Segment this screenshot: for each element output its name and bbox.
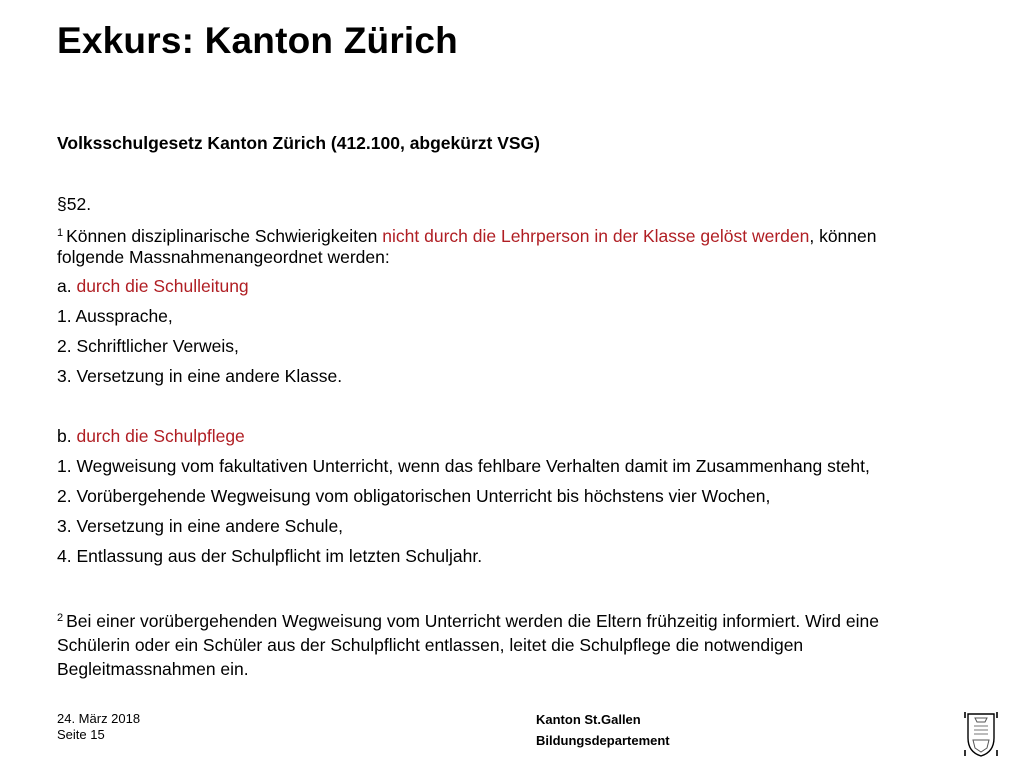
paragraph-2-line-1 <box>57 606 879 633</box>
footer-org-name: Kanton St.Gallen <box>536 712 641 727</box>
group-a-item: 2. Schriftlicher Verweis, <box>57 336 239 356</box>
group-a-item: 1. Aussprache, <box>57 306 173 326</box>
group-b-prefix: b. <box>57 426 77 446</box>
group-b-item: 4. Entlassung aus der Schulpflicht im letzten Schuljahr. <box>57 546 483 566</box>
paragraph-1-text-a: Können disziplinarische Schwierigkeiten <box>66 226 383 246</box>
footer-info <box>57 711 140 743</box>
paragraph-1-line-1 <box>57 223 876 247</box>
footer-date: 24. März 2018 <box>57 711 141 726</box>
footer-department: Bildungsdepartement <box>536 733 670 748</box>
paragraph-1-number: 1 <box>57 227 64 239</box>
group-b-item: 2. Vorübergehende Wegweisung vom obligatorischen Unterricht bis höchstens vier Wochen, <box>57 486 771 506</box>
group-a-title: durch die Schulleitung <box>76 276 249 296</box>
footer-page-number: Seite 15 <box>57 727 105 742</box>
paragraph-2 <box>57 606 879 681</box>
paragraph-1-highlight: nicht durch die Lehrperson in der Klasse gelöst werden <box>382 226 810 246</box>
footer-organization <box>536 709 670 751</box>
slide-title: Exkurs: Kanton Zürich <box>57 20 458 61</box>
group-b-title: durch die Schulpflege <box>76 426 245 446</box>
group-b-heading <box>57 426 245 447</box>
paragraph-2-text: Bei einer vorübergehenden Wegweisung vom Unterricht werden die Eltern frühzeitig informiert. Wird eine <box>66 611 879 631</box>
group-a-item: 3. Versetzung in eine andere Klasse. <box>57 366 343 386</box>
group-b-item: 1. Wegweisung vom fakultativen Unterricht, wenn das fehlbare Verhalten damit im Zusammenhang steht, <box>57 456 870 476</box>
paragraph-1-line-2: folgende Massnahmenangeordnet werden: <box>57 247 390 267</box>
group-b-item: 3. Versetzung in eine andere Schule, <box>57 516 344 536</box>
paragraph-2-line-2: Schülerin oder ein Schüler aus der Schulpflicht entlassen, leitet die Schulpflege die notwendigen <box>57 635 804 655</box>
paragraph-1 <box>57 223 876 268</box>
st-gallen-crest-icon <box>962 710 1000 763</box>
group-a-prefix: a. <box>57 276 77 296</box>
paragraph-2-line-3: Begleitmassnahmen ein. <box>57 659 249 679</box>
section-number: §52. <box>57 194 92 214</box>
paragraph-1-text-b: , können <box>809 226 877 246</box>
paragraph-2-number: 2 <box>57 612 64 624</box>
group-a-heading <box>57 276 249 297</box>
law-title: Volksschulgesetz Kanton Zürich (412.100, abgekürzt VSG) <box>57 133 541 153</box>
